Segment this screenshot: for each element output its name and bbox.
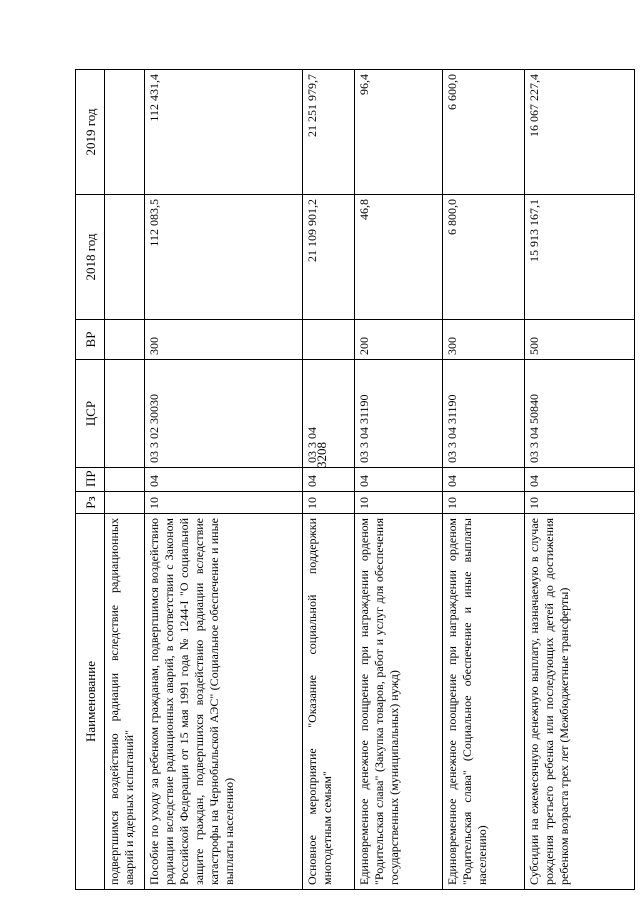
header-csr: ЦСР bbox=[76, 360, 105, 468]
table-row bbox=[105, 70, 145, 890]
cell-vr: 500 bbox=[525, 320, 635, 360]
cell-name: Субсидии на ежемесячную денежную выплату, назначаемую в случае рождения третьего ребенка или последующих детей до достижения ребенком возраста трех лет (Межбюджетные трансферты) bbox=[525, 514, 635, 890]
rotated-sheet bbox=[75, 70, 635, 890]
cell-2018 bbox=[105, 195, 145, 320]
cell-csr bbox=[105, 360, 145, 468]
cell-2018: 6 800,0 bbox=[443, 195, 525, 320]
cell-2019 bbox=[105, 70, 145, 195]
cell-name: Единовременное денежное поощрение при награждении орденом "Родительская слава" (Социальное обеспечение и иные выплаты населению) bbox=[443, 514, 525, 890]
cell-csr: 03 3 04 31190 bbox=[443, 360, 525, 468]
header-name: Наименование bbox=[76, 514, 105, 890]
table-row bbox=[303, 70, 355, 890]
cell-rz: 10 bbox=[145, 492, 303, 514]
cell-2018: 112 083,5 bbox=[145, 195, 303, 320]
cell-name: Основное мероприятие "Оказание социальной поддержки многодетным семьям" bbox=[303, 514, 355, 890]
cell-pr: 04 bbox=[525, 468, 635, 492]
header-pr: ПР bbox=[76, 468, 105, 492]
cell-csr: 03 3 02 30030 bbox=[145, 360, 303, 468]
cell-vr: 300 bbox=[145, 320, 303, 360]
cell-name: Единовременное денежное поощрение при награждении орденом "Родительская слава" (Закупка товаров, работ и услуг для обеспечения государственных (муниципальных) нужд) bbox=[355, 514, 443, 890]
cell-2018: 15 913 167,1 bbox=[525, 195, 635, 320]
cell-2019: 21 251 979,7 bbox=[303, 70, 355, 195]
cell-csr: 03 3 04 31190 bbox=[355, 360, 443, 468]
cell-vr bbox=[105, 320, 145, 360]
table-row bbox=[525, 70, 635, 890]
cell-rz bbox=[105, 492, 145, 514]
cell-2019: 96,4 bbox=[355, 70, 443, 195]
page-number: 3208 bbox=[314, 442, 329, 468]
table-header-row bbox=[76, 70, 105, 890]
cell-rz: 10 bbox=[355, 492, 443, 514]
cell-rz: 10 bbox=[303, 492, 355, 514]
header-vr: ВР bbox=[76, 320, 105, 360]
table-row bbox=[443, 70, 525, 890]
cell-2018: 46,8 bbox=[355, 195, 443, 320]
cell-vr bbox=[303, 320, 355, 360]
table-row bbox=[145, 70, 303, 890]
cell-pr: 04 bbox=[303, 468, 355, 492]
budget-table bbox=[75, 69, 635, 890]
cell-csr: 03 3 04 bbox=[303, 360, 355, 468]
cell-rz: 10 bbox=[525, 492, 635, 514]
cell-csr: 03 3 04 50840 bbox=[525, 360, 635, 468]
cell-rz: 10 bbox=[443, 492, 525, 514]
cell-2019: 16 067 227,4 bbox=[525, 70, 635, 195]
cell-vr: 200 bbox=[355, 320, 443, 360]
header-2019: 2019 год bbox=[76, 70, 105, 195]
cell-name: Пособие по уходу за ребенком гражданам, подвергшимся воздействию радиации вследствие радиационных аварий, в соответствии с Законом Российской Федерации от 15 мая 1991 года № 1244-I "О социальной защите граждан, подвергшихся воздействию радиации вследствие катастрофы на Чернобыльской АЭС" (Социальное обеспечение и иные выплаты населению) bbox=[145, 514, 303, 890]
table-row bbox=[355, 70, 443, 890]
cell-pr bbox=[105, 468, 145, 492]
cell-2019: 6 600,0 bbox=[443, 70, 525, 195]
header-2018: 2018 год bbox=[76, 195, 105, 320]
cell-pr: 04 bbox=[145, 468, 303, 492]
header-rz: Рз bbox=[76, 492, 105, 514]
cell-pr: 04 bbox=[443, 468, 525, 492]
cell-name: подвергшимся воздействию радиации вследствие радиационных аварий и ядерных испытаний" bbox=[105, 514, 145, 890]
cell-2019: 112 431,4 bbox=[145, 70, 303, 195]
cell-pr: 04 bbox=[355, 468, 443, 492]
cell-2018: 21 109 901,2 bbox=[303, 195, 355, 320]
cell-vr: 300 bbox=[443, 320, 525, 360]
